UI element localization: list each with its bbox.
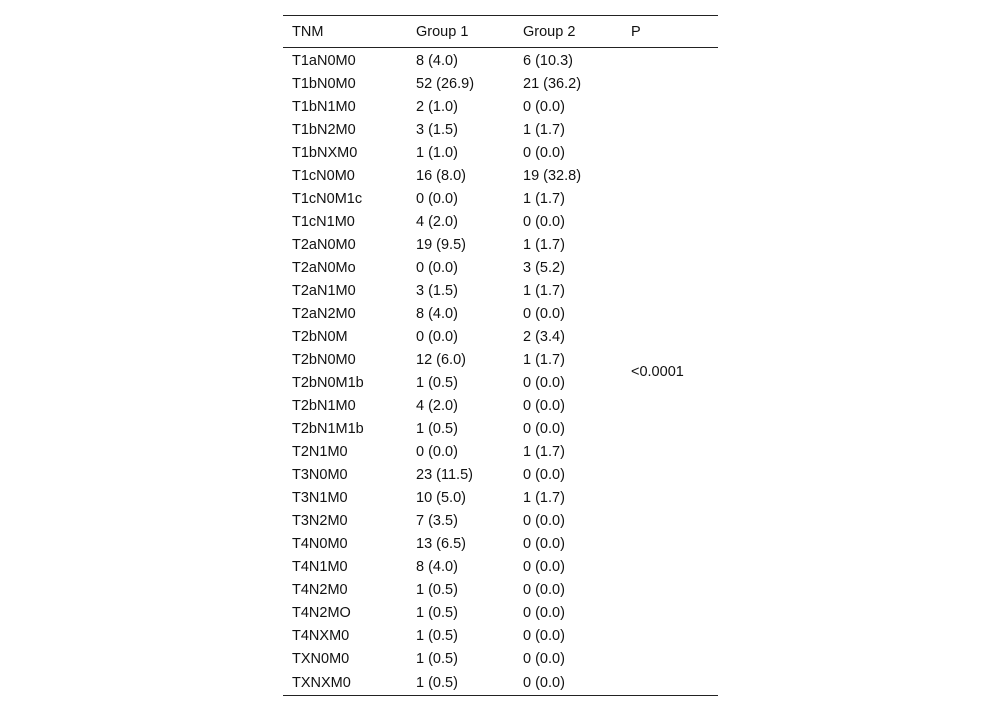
cell-tnm: T4N2MO: [292, 604, 351, 621]
cell-group-2: 0 (0.0): [523, 144, 565, 161]
cell-group-2: 1 (1.7): [523, 190, 565, 207]
table-body: [283, 48, 718, 696]
cell-group-1: 3 (1.5): [416, 282, 458, 299]
cell-tnm: T4N0M0: [292, 535, 348, 552]
cell-group-1: 8 (4.0): [416, 558, 458, 575]
header-tnm: TNM: [283, 16, 407, 48]
cell-group-2: 21 (36.2): [523, 75, 582, 92]
cell-group-1: 4 (2.0): [416, 213, 458, 230]
cell-group-2: 1 (1.7): [523, 351, 565, 368]
tnm-table: [283, 15, 718, 696]
cell-group-2: 1 (1.7): [523, 282, 565, 299]
cell-group-2: 0 (0.0): [523, 374, 565, 391]
cell-group-2: 1 (1.7): [523, 121, 565, 138]
cell-tnm: T4N2M0: [292, 581, 348, 598]
cell-group-1: 0 (0.0): [416, 328, 458, 345]
cell-tnm: TXN0M0: [292, 650, 350, 667]
cell-tnm: T2bN1M0: [292, 397, 356, 414]
p-value-cell: <0.0001: [631, 364, 684, 380]
cell-group-2: 1 (1.7): [523, 443, 565, 460]
header-p: P: [622, 16, 718, 48]
cell-group-1: 52 (26.9): [416, 75, 475, 92]
cell-tnm: T4N1M0: [292, 558, 348, 575]
cell-group-2: 0 (0.0): [523, 581, 565, 598]
cell-tnm: T2bN0M: [292, 328, 348, 345]
cell-tnm: T1cN0M1c: [292, 190, 363, 207]
cell-group-2: 0 (0.0): [523, 627, 565, 644]
cell-tnm: T1bN0M0: [292, 75, 356, 92]
cell-group-1: 0 (0.0): [416, 190, 458, 207]
cell-tnm: T1aN0M0: [292, 52, 356, 69]
header-group-2: Group 2: [514, 16, 622, 48]
cell-tnm: T2bN0M1b: [292, 374, 364, 391]
cell-tnm: T2aN0M0: [292, 236, 356, 253]
cell-group-1: 23 (11.5): [416, 466, 473, 483]
cell-tnm: T4NXM0: [292, 627, 350, 644]
cell-group-2: 0 (0.0): [523, 650, 565, 667]
cell-group-1: 3 (1.5): [416, 121, 458, 138]
cell-group-1: 8 (4.0): [416, 52, 458, 69]
cell-group-2: 0 (0.0): [523, 466, 565, 483]
cell-group-1: 1 (0.5): [416, 674, 458, 691]
cell-group-1: 8 (4.0): [416, 305, 458, 322]
cell-group-2: 2 (3.4): [523, 328, 565, 345]
cell-tnm: T1bNXM0: [292, 144, 358, 161]
cell-tnm: T2bN0M0: [292, 351, 356, 368]
cell-group-1: 7 (3.5): [416, 512, 458, 529]
cell-group-1: 1 (0.5): [416, 604, 458, 621]
cell-group-1: 0 (0.0): [416, 443, 458, 460]
cell-tnm: T2aN0Mo: [292, 259, 356, 276]
cell-group-2: 0 (0.0): [523, 305, 565, 322]
cell-group-1: 2 (1.0): [416, 98, 458, 115]
cell-group-1: 1 (0.5): [416, 627, 458, 644]
cell-group-1: 1 (1.0): [416, 144, 458, 161]
cell-group-2: 0 (0.0): [523, 397, 565, 414]
header-group-1: Group 1: [407, 16, 514, 48]
cell-group-1: 1 (0.5): [416, 581, 458, 598]
cell-tnm: T2aN2M0: [292, 305, 356, 322]
cell-group-1: 1 (0.5): [416, 420, 458, 437]
cell-group-2: 0 (0.0): [523, 420, 565, 437]
cell-group-1: 13 (6.5): [416, 535, 466, 552]
cell-group-2: 6 (10.3): [523, 52, 573, 69]
cell-group-1: 1 (0.5): [416, 374, 458, 391]
header-row: [283, 16, 718, 48]
table-header: [283, 16, 718, 48]
cell-tnm: T1bN1M0: [292, 98, 356, 115]
cell-group-2: 0 (0.0): [523, 604, 565, 621]
cell-group-1: 0 (0.0): [416, 259, 458, 276]
cell-group-2: 3 (5.2): [523, 259, 565, 276]
cell-group-1: 10 (5.0): [416, 489, 466, 506]
cell-tnm: T3N0M0: [292, 466, 348, 483]
cell-group-2: 0 (0.0): [523, 674, 565, 691]
cell-tnm: T3N1M0: [292, 489, 348, 506]
cell-group-1: 19 (9.5): [416, 236, 466, 253]
cell-group-2: 0 (0.0): [523, 535, 565, 552]
cell-tnm: T2N1M0: [292, 443, 348, 460]
cell-group-2: 0 (0.0): [523, 558, 565, 575]
cell-group-2: 0 (0.0): [523, 213, 565, 230]
cell-tnm: T3N2M0: [292, 512, 348, 529]
table-row: [283, 48, 718, 73]
cell-group-1: 16 (8.0): [416, 167, 466, 184]
cell-group-2: 0 (0.0): [523, 512, 565, 529]
cell-group-1: 12 (6.0): [416, 351, 466, 368]
cell-tnm: TXNXM0: [292, 674, 351, 691]
cell-group-1: 1 (0.5): [416, 650, 458, 667]
cell-tnm: T2bN1M1b: [292, 420, 364, 437]
cell-tnm: T2aN1M0: [292, 282, 356, 299]
cell-tnm: T1cN0M0: [292, 167, 355, 184]
cell-group-1: 4 (2.0): [416, 397, 458, 414]
cell-group-2: 1 (1.7): [523, 489, 565, 506]
cell-group-2: 1 (1.7): [523, 236, 565, 253]
cell-tnm: T1bN2M0: [292, 121, 356, 138]
cell-group-2: 19 (32.8): [523, 167, 582, 184]
cell-group-2: 0 (0.0): [523, 98, 565, 115]
cell-tnm: T1cN1M0: [292, 213, 355, 230]
